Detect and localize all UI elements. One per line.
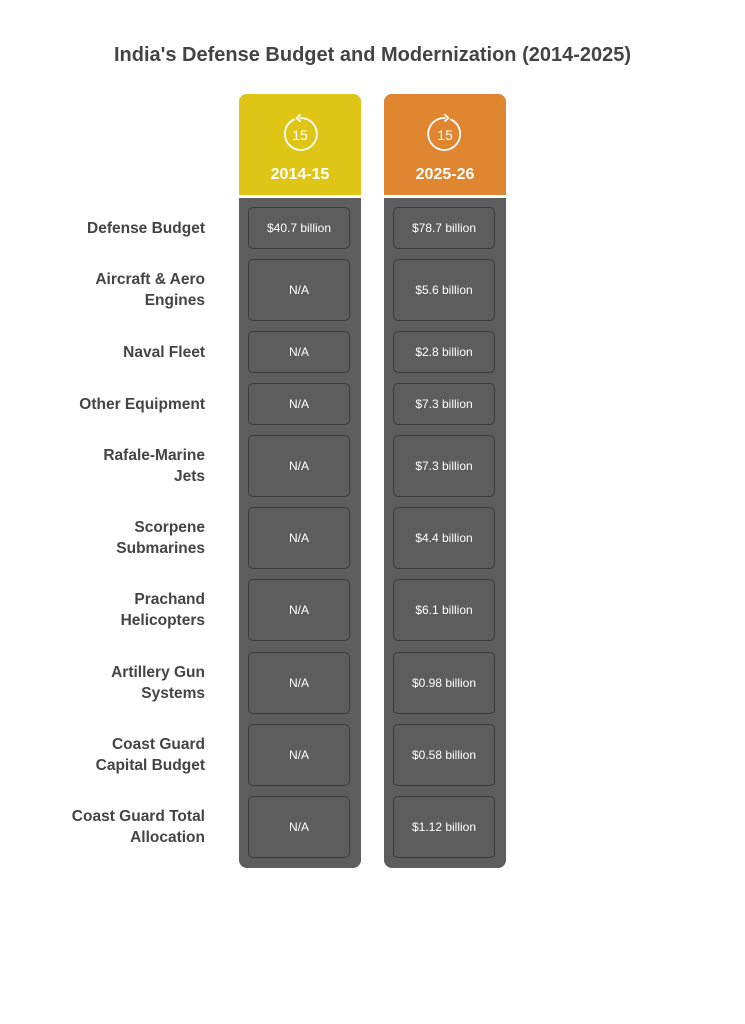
- value-cell: $4.4 billion: [393, 507, 495, 569]
- value-cell: $2.8 billion: [393, 331, 495, 373]
- row-label: Naval Fleet: [123, 343, 205, 361]
- cycle-arrow-ccw-icon: [280, 114, 320, 154]
- icon-number: 15: [292, 127, 308, 143]
- row-label: Coast Guard Capital Budget: [95, 736, 205, 774]
- icon-number: 15: [437, 127, 453, 143]
- row-label: Aircraft & Aero Engines: [95, 271, 205, 309]
- value-cell: $0.58 billion: [393, 724, 495, 786]
- column-year-label: 2014-15: [270, 166, 330, 183]
- column-year-label: 2025-26: [415, 166, 475, 183]
- value-cell: N/A: [248, 507, 350, 569]
- value-cell: $5.6 billion: [393, 259, 495, 321]
- page-title: India's Defense Budget and Modernization (2014-2025): [113, 44, 632, 66]
- row-label: Coast Guard Total Allocation: [71, 808, 205, 846]
- row-label: Artillery Gun Systems: [111, 664, 205, 702]
- value-cell: $1.12 billion: [393, 796, 495, 858]
- value-cell: N/A: [248, 724, 350, 786]
- value-cell: N/A: [248, 435, 350, 497]
- column-header-2025-26: [384, 94, 506, 198]
- value-cell: $6.1 billion: [393, 579, 495, 641]
- column-2014-15: [239, 94, 361, 868]
- value-cell: $40.7 billion: [248, 207, 350, 249]
- value-cell: N/A: [248, 259, 350, 321]
- value-cell: $7.3 billion: [393, 383, 495, 425]
- row-label: Rafale-Marine Jets: [103, 447, 205, 485]
- column-2025-26: [384, 94, 506, 868]
- row-label: Other Equipment: [79, 395, 205, 413]
- value-cell: $0.98 billion: [393, 652, 495, 714]
- value-cell: N/A: [248, 383, 350, 425]
- cycle-arrow-cw-icon: [425, 114, 465, 154]
- row-label: Defense Budget: [87, 219, 205, 237]
- value-cell: N/A: [248, 796, 350, 858]
- column-header-2014-15: [239, 94, 361, 198]
- row-label: Prachand Helicopters: [120, 591, 205, 629]
- value-cell: $78.7 billion: [393, 207, 495, 249]
- value-cell: N/A: [248, 331, 350, 373]
- value-cell: $7.3 billion: [393, 435, 495, 497]
- value-cell: N/A: [248, 652, 350, 714]
- row-label: Scorpene Submarines: [116, 519, 205, 557]
- value-cell: N/A: [248, 579, 350, 641]
